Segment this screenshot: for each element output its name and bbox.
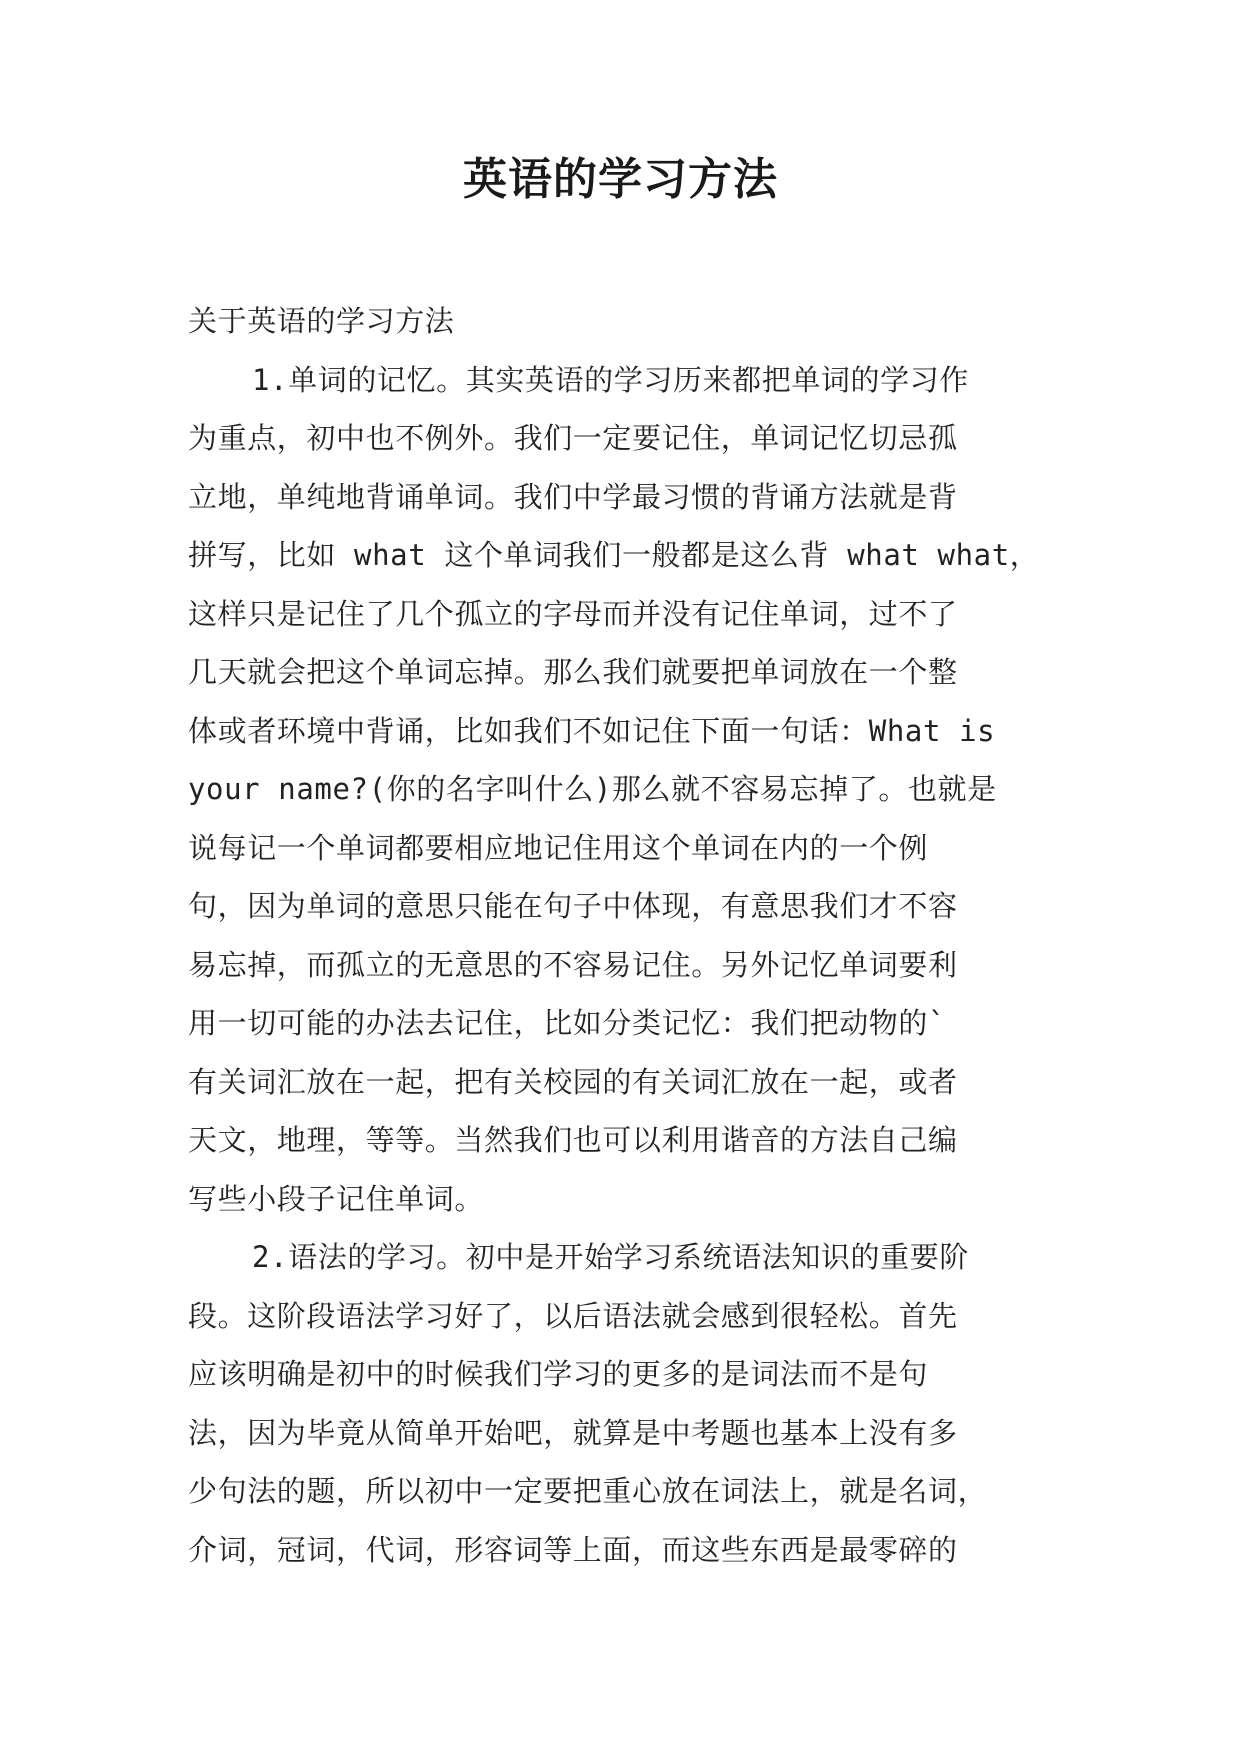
- paragraph-line: 1.单词的记忆。其实英语的学习历来都把单词的学习作: [252, 362, 969, 397]
- paragraph-line: 有关词汇放在一起，把有关校园的有关词汇放在一起，或者: [188, 1064, 958, 1099]
- document-body: [188, 292, 1054, 1579]
- paragraph-line: 写些小段子记住单词。: [188, 1181, 485, 1216]
- paragraph-line: 段。这阶段语法学习好了，以后语法就会感到很轻松。首先: [188, 1298, 958, 1333]
- paragraph-line: 这样只是记住了几个孤立的字母而并没有记住单词，过不了: [188, 596, 958, 631]
- paragraph-line: 拼写，比如 what 这个单词我们一般都是这么背 what what，: [188, 538, 1040, 572]
- paragraph-line: 用一切可能的办法去记住，比如分类记忆：我们把动物的`: [188, 1006, 947, 1040]
- paragraph-line: 天文，地理，等等。当然我们也可以利用谐音的方法自己编: [188, 1123, 958, 1157]
- paragraph-line: 为重点，初中也不例外。我们一定要记住，单词记忆切忌孤: [188, 421, 958, 455]
- paragraph-line: 应该明确是初中的时候我们学习的更多的是词法而不是句: [188, 1357, 929, 1391]
- paragraph-line: 体或者环境中背诵，比如我们不如记住下面一句话：What is: [188, 713, 996, 748]
- paragraph-line: 2.语法的学习。初中是开始学习系统语法知识的重要阶: [252, 1240, 969, 1274]
- document-title: 英语的学习方法: [463, 154, 778, 205]
- paragraph-line: 立地，单纯地背诵单词。我们中学最习惯的背诵方法就是背: [188, 479, 958, 514]
- paragraph-line: 几天就会把这个单词忘掉。那么我们就要把单词放在一个整: [188, 655, 958, 689]
- paragraph-line: 法，因为毕竟从简单开始吧，就算是中考题也基本上没有多: [188, 1415, 958, 1450]
- paragraph-line: 易忘掉，而孤立的无意思的不容易记住。另外记忆单词要利: [188, 947, 958, 982]
- document-subtitle: 关于英语的学习方法: [188, 304, 455, 338]
- paragraph-line: 句，因为单词的意思只能在句子中体现，有意思我们才不容: [188, 889, 958, 923]
- paragraph-grammar: [188, 1228, 1054, 1579]
- paragraph-line: 说每记一个单词都要相应地记住用这个单词在内的一个例: [188, 830, 929, 865]
- paragraph-line: 少句法的题，所以初中一定要把重心放在词法上，就是名词，: [188, 1474, 988, 1508]
- paragraph-line: 介词，冠词，代词，形容词等上面，而这些东西是最零碎的: [188, 1532, 958, 1567]
- paragraph-line: your name?(你的名字叫什么)那么就不容易忘掉了。也就是: [188, 772, 997, 806]
- paragraph-word-memory: [188, 351, 1054, 1229]
